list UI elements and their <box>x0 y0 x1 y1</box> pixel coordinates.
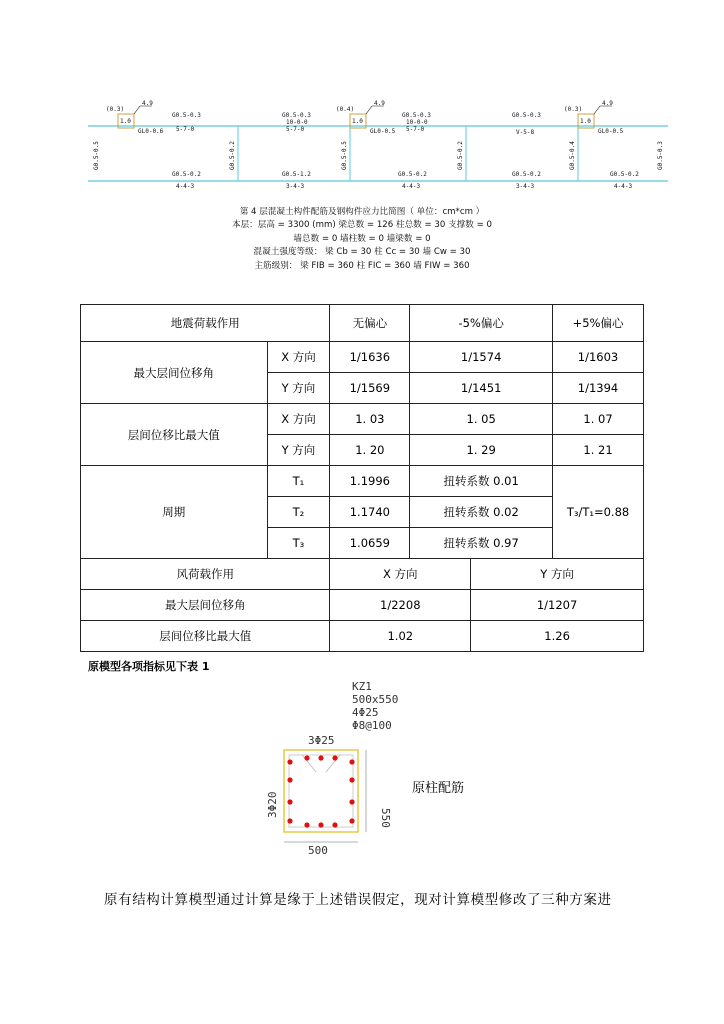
column-label: 原柱配筋 <box>412 781 465 796</box>
row-label: 最大层间位移角 <box>81 590 330 621</box>
value-cell: 1.1740 <box>330 497 410 528</box>
cad-mid: 10-0-0 <box>286 119 308 126</box>
value-cell: 1. 21 <box>553 435 644 466</box>
cad-vlabel: G0.5-0.4 <box>569 141 576 170</box>
table-note: 原模型各项指标见下表 1 <box>88 660 210 673</box>
cad-bottom-num: 4-4-3 <box>176 183 195 190</box>
value-cell: 1. 07 <box>553 404 644 435</box>
indicator-table <box>80 304 644 652</box>
column-section-drawing <box>262 680 402 870</box>
table-row <box>81 590 644 621</box>
value-cell: 1. 03 <box>330 404 410 435</box>
cad-bottom-note: G0.5-0.2 <box>512 171 541 178</box>
period-cell: T₂ <box>267 497 330 528</box>
value-cell: 1/1451 <box>410 373 553 404</box>
cad-gl: GL0-0.6 <box>138 128 164 135</box>
value-cell: 1/1636 <box>330 342 410 373</box>
header-cell: 风荷载作用 <box>81 559 330 590</box>
column-size: 500x550 <box>352 693 399 706</box>
cad-note: G0.5-0.3 <box>282 112 311 119</box>
table-row <box>81 466 644 497</box>
row-label: 周期 <box>81 466 268 559</box>
cad-tag: 4.9 <box>374 100 385 107</box>
caption-line: 混凝土强度等级： 梁 Cb = 30 柱 Cc = 30 墙 Cw = 30 <box>253 247 471 258</box>
cad-gl: GL0-0.5 <box>370 128 396 135</box>
cad-bottom-note: G0.5-0.2 <box>610 171 639 178</box>
torsion-cell: 扭转系数 0.02 <box>410 497 553 528</box>
column-rebar: 4Φ25 <box>352 706 379 719</box>
value-cell: 1. 05 <box>410 404 553 435</box>
cad-box-label: 1.0 <box>580 118 591 125</box>
value-cell: 1.0659 <box>330 528 410 559</box>
wind-header-row <box>81 559 644 590</box>
cad-num: 5-7-0 <box>406 126 425 133</box>
cad-box-label: 1.0 <box>352 118 363 125</box>
table-row <box>81 404 644 435</box>
cad-num: 5-7-0 <box>286 126 305 133</box>
table-row <box>81 342 644 373</box>
cad-bottom-num: 4-4-3 <box>614 183 633 190</box>
header-cell: 无偏心 <box>330 305 410 342</box>
cad-bottom-note: G0.5-0.2 <box>172 171 201 178</box>
row-label: 最大层间位移角 <box>81 342 268 404</box>
value-cell: 1.1996 <box>330 466 410 497</box>
torsion-cell: 扭转系数 0.01 <box>410 466 553 497</box>
caption-line: 第 4 层混凝土构件配筋及钢构件应力比简图（ 单位：cm*cm ） <box>239 207 485 217</box>
row-label: 层间位移比最大值 <box>81 404 268 466</box>
cad-code: (0.4) <box>336 106 355 113</box>
cad-note: G0.5-0.3 <box>512 112 541 119</box>
cad-bottom-note: G0.5-0.2 <box>398 171 427 178</box>
cad-vlabel: G0.5-0.3 <box>657 141 664 170</box>
value-cell: 1/1574 <box>410 342 553 373</box>
cad-mid: 10-0-0 <box>406 119 428 126</box>
column-name: KZ1 <box>352 680 372 693</box>
cad-box-label: 1.0 <box>120 118 131 125</box>
value-cell: 1/2208 <box>330 590 471 621</box>
value-cell: 1.02 <box>330 621 471 652</box>
column-side-bar: 3Φ20 <box>266 791 279 818</box>
cad-bottom-num: 4-4-3 <box>402 183 421 190</box>
cad-vlabel: G0.5-0.5 <box>93 141 100 170</box>
header-cell: 地震荷载作用 <box>81 305 330 342</box>
cad-beam-drawing <box>88 98 678 198</box>
caption-line: 墙总数 = 0 墙柱数 = 0 墙梁数 = 0 <box>293 233 431 244</box>
body-paragraph: 原有结构计算模型通过计算是缘于上述错误假定，现对计算模型修改了三种方案进 <box>104 892 612 908</box>
header-cell: +5%偏心 <box>553 305 644 342</box>
dir-cell: Y 方向 <box>267 435 330 466</box>
header-cell: Y 方向 <box>471 559 644 590</box>
cad-tag: 4.9 <box>602 100 613 107</box>
header-cell: -5%偏心 <box>410 305 553 342</box>
dir-cell: X 方向 <box>267 342 330 373</box>
value-cell: 1/1394 <box>553 373 644 404</box>
cad-gl: GL0-0.5 <box>598 128 624 135</box>
cad-bottom-num: 3-4-3 <box>516 183 535 190</box>
cad-num: V-5-8 <box>516 129 535 136</box>
table-row <box>81 621 644 652</box>
column-stirrup: Φ8@100 <box>352 719 392 732</box>
period-cell: T₁ <box>267 466 330 497</box>
value-cell: 1/1603 <box>553 342 644 373</box>
period-cell: T₃ <box>267 528 330 559</box>
caption-line: 主筋级别： 梁 FIB = 360 柱 FIC = 360 墙 FIW = 360 <box>254 260 470 271</box>
value-cell: 1/1207 <box>471 590 644 621</box>
dir-cell: X 方向 <box>267 404 330 435</box>
cad-bottom-note: G0.5-1.2 <box>282 171 311 178</box>
torsion-cell: 扭转系数 0.97 <box>410 528 553 559</box>
cad-note: G0.5-0.3 <box>172 112 201 119</box>
value-cell: 1/1569 <box>330 373 410 404</box>
cad-vlabel: G0.5-0.2 <box>229 141 236 170</box>
header-cell: X 方向 <box>330 559 471 590</box>
cad-bottom-num: 3-4-3 <box>286 183 305 190</box>
column-top-bar: 3Φ25 <box>308 734 335 747</box>
table-header-row <box>81 305 644 342</box>
cad-tag: 4.9 <box>142 100 153 107</box>
value-cell: 1. 29 <box>410 435 553 466</box>
row-label: 层间位移比最大值 <box>81 621 330 652</box>
dir-cell: Y 方向 <box>267 373 330 404</box>
value-cell: 1. 20 <box>330 435 410 466</box>
cad-code: (0.3) <box>106 106 125 113</box>
cad-num: 5-7-0 <box>176 126 195 133</box>
column-dim-right: 550 <box>379 808 392 828</box>
cad-note: G0.5-0.3 <box>402 112 431 119</box>
period-ratio: T₃/T₁=0.88 <box>553 466 644 559</box>
cad-vlabel: G0.5-0.2 <box>457 141 464 170</box>
cad-vlabel: G0.5-0.5 <box>341 141 348 170</box>
value-cell: 1.26 <box>471 621 644 652</box>
cad-code: (0.3) <box>564 106 583 113</box>
caption-line: 本层：层高 = 3300 (mm) 梁总数 = 126 柱总数 = 30 支撑数 = 0 <box>231 220 493 231</box>
column-dim-bottom: 500 <box>308 844 328 857</box>
cad-caption <box>82 206 642 273</box>
